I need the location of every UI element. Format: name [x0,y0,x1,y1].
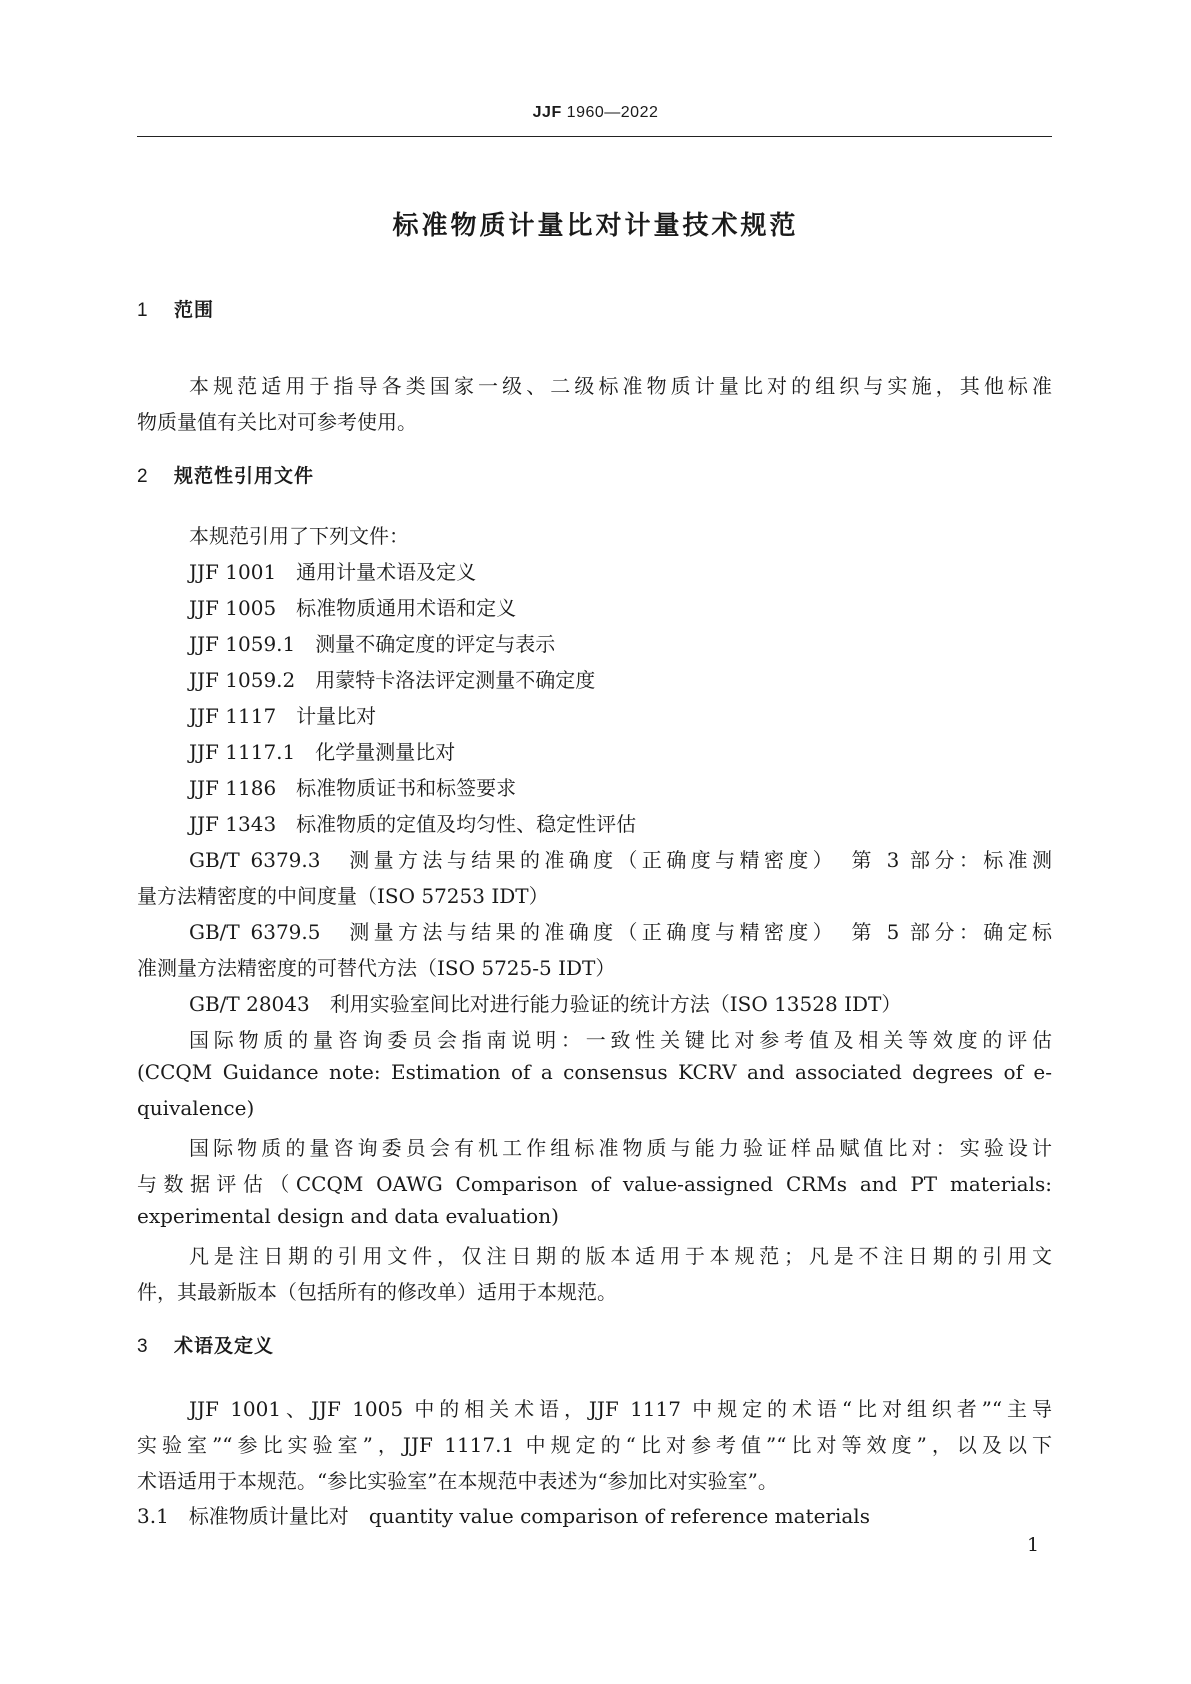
ref-item [189,736,455,765]
scope-line-2: 物质量值有关比对可参考使用。 [137,410,417,434]
ccqm-guidance-line-1: 国际物质的量咨询委员会指南说明：一致性关键比对参考值及相关等效度的评估 [189,1028,1052,1052]
refs-intro: 本规范引用了下列文件： [189,524,409,548]
term-3-1 [137,1500,870,1529]
page-number: 1 [1027,1534,1040,1556]
term-title-en: quantity value comparison of reference materials [368,1504,870,1528]
terms-line-3: 术语适用于本规范。“参比实验室”在本规范中表述为“参加比对实验室”。 [137,1469,778,1493]
gb-6379-3-line-2: 量方法精密度的中间度量（ISO 57253 IDT） [137,884,549,908]
scope-line-1: 本规范适用于指导各类国家一级、二级标准物质计量比对的组织与实施，其他标准 [189,374,1052,398]
section-number: 2 [137,466,149,487]
section-title: 范围 [174,299,215,321]
ref-name: 测量不确定度的评定与表示 [315,632,556,656]
dated-refs-note-line-1: 凡是注日期的引用文件，仅注日期的版本适用于本规范；凡是不注日期的引用文 [189,1244,1052,1268]
ref-code: JJF 1186 [189,776,277,800]
ref-item [189,700,376,729]
ref-item [189,556,476,585]
dated-refs-note-line-2: 件，其最新版本（包括所有的修改单）适用于本规范。 [137,1280,617,1304]
term-title-cn: 标准物质计量比对 [188,1504,349,1528]
gb-28043: GB/T 28043 利用实验室间比对进行能力验证的统计方法（ISO 13528 IDT） [189,992,902,1016]
gb-6379-5-line-2: 准测量方法精密度的可替代方法（ISO 5725-5 IDT） [137,956,616,980]
ccqm-oawg-line-3: experimental design and data evaluation) [137,1204,559,1228]
section-number: 3 [137,1336,149,1357]
ref-item [189,628,555,657]
ref-name: 标准物质通用术语和定义 [296,596,517,620]
ccqm-oawg-line-2: 与数据评估（CCQM OAWG Comparison of value-assigned CRMs and PT materials: [137,1172,1052,1196]
ref-code: JJF 1005 [189,596,277,620]
ref-code: JJF 1117.1 [189,740,296,764]
section-3-heading [137,1331,274,1358]
ref-item [189,592,516,621]
ref-name: 计量比对 [296,704,377,728]
section-title: 术语及定义 [174,1335,275,1357]
ref-item [189,772,516,801]
terms-line-1: JJF 1001、JJF 1005 中的相关术语，JJF 1117 中规定的术语“比对组织者”“主导 [189,1397,1052,1421]
ref-code: JJF 1001 [189,560,277,584]
gb-6379-3-line-1: GB/T 6379.3 测量方法与结果的准确度（正确度与精密度） 第 3 部分：标准测 [189,848,1052,872]
section-number: 1 [137,300,149,321]
ref-name: 用蒙特卡洛法评定测量不确定度 [315,668,596,692]
document-title: 标准物质计量比对计量技术规范 [392,211,799,241]
ref-code: JJF 1059.2 [189,668,296,692]
ref-code: JJF 1117 [189,704,277,728]
header-code: 1960—2022 [566,104,659,121]
header-rule [137,136,1052,137]
header-code-prefix: JJF [532,104,562,121]
gb-6379-5-line-1: GB/T 6379.5 测量方法与结果的准确度（正确度与精密度） 第 5 部分：确定标 [189,920,1052,944]
terms-line-2: 实验室”“参比实验室”，JJF 1117.1 中规定的“比对参考值”“比对等效度”，以及以下 [137,1433,1052,1457]
ccqm-oawg-line-1: 国际物质的量咨询委员会有机工作组标准物质与能力验证样品赋值比对：实验设计 [189,1136,1052,1160]
ccqm-guidance-line-2: (CCQM Guidance note: Estimation of a consensus KCRV and associated degrees of e- [137,1060,1052,1084]
section-2-heading [137,461,314,488]
ref-code: JJF 1059.1 [189,632,296,656]
term-number: 3.1 [137,1504,169,1528]
ccqm-guidance-line-3: quivalence) [137,1096,255,1120]
running-header [0,104,1191,122]
ref-name: 标准物质证书和标签要求 [296,776,517,800]
ref-name: 通用计量术语及定义 [296,560,477,584]
ref-item [189,664,595,693]
ref-code: JJF 1343 [189,812,277,836]
ref-name: 标准物质的定值及均匀性、稳定性评估 [296,812,637,836]
section-title: 规范性引用文件 [174,465,315,487]
section-1-heading [137,295,214,322]
ref-name: 化学量测量比对 [315,740,456,764]
ref-item [189,808,636,837]
